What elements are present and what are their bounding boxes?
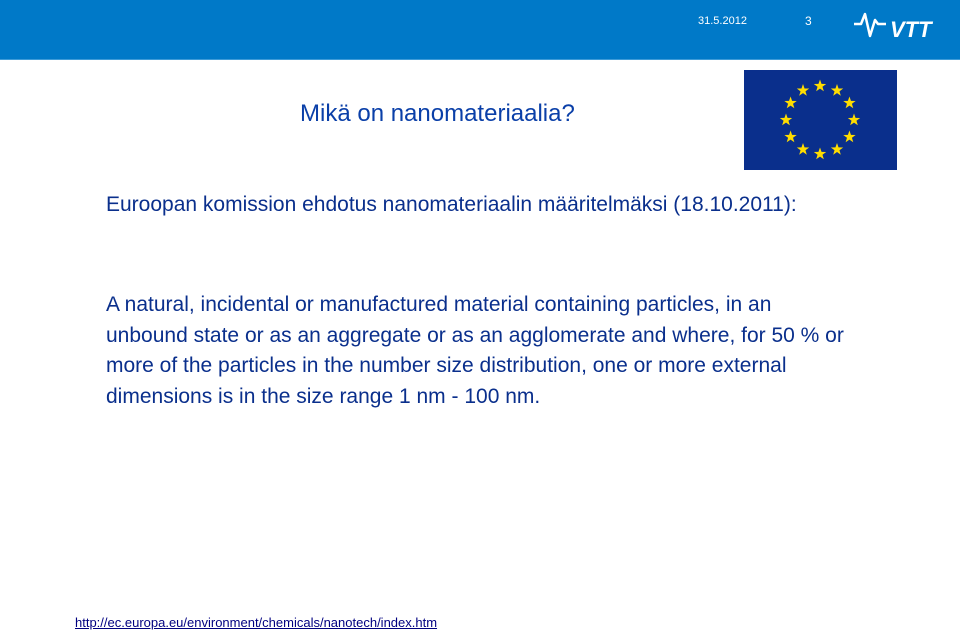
header-bar [0, 0, 960, 60]
vtt-logo [850, 6, 946, 46]
slide-number: 3 [805, 14, 812, 28]
slide-title: Mikä on nanomateriaalia? [300, 100, 575, 127]
vtt-logo-text: VTT [890, 17, 932, 42]
source-link[interactable]: http://ec.europa.eu/environment/chemicals/nanotech/index.htm [75, 615, 438, 630]
slide-date: 31.5.2012 [698, 15, 747, 27]
eu-flag-icon [744, 70, 897, 170]
intro-text: Euroopan komission ehdotus nanomateriaalin määritelmäksi (18.10.2011): [106, 193, 797, 216]
definition-text: A natural, incidental or manufactured material containing particles, in an unbound state or as an aggregate or as an agglomerate and where, for 50 % or more of the particles in the number size distribution, one or more external dimensions is in the size range 1 nm - 100 nm. [106, 293, 844, 408]
